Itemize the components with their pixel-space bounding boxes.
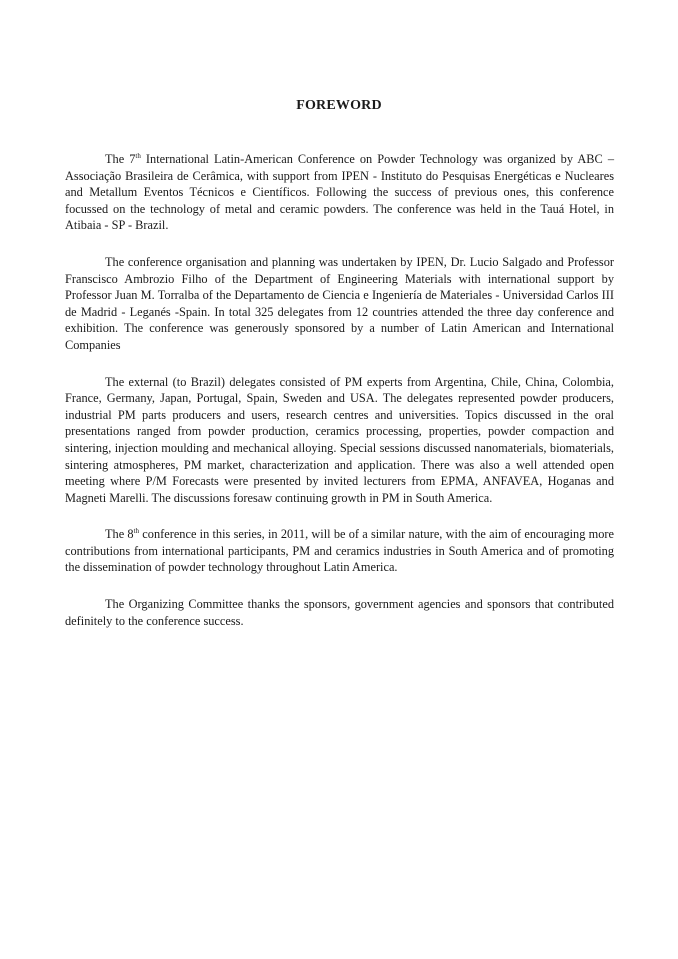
paragraph-4: [65, 526, 614, 576]
paragraph-text: The conference organisation and planning was undertaken by IPEN, Dr. Lucio Salgado and Professor Franscisco Ambrozio Filho of the Department of Engineering Materials with international support by Professor Juan M. Torralba of the Departamento de Ciencia e Ingeniería de Materiales - Universidad Carlos III de Madrid - Leganés -Spain. In total 325 delegates from 12 countries attended the three day conference and exhibition. The conference was generously sponsored by a number of Latin American and International Companies: [65, 254, 614, 352]
ordinal-superscript: th: [135, 152, 141, 160]
paragraph-text: The external (to Brazil) delegates consisted of PM experts from Argentina, Chile, China, Colombia, France, Germany, Japan, Portugal, Spain, Sweden and USA. The delegates represented powder producers, industrial PM parts producers and users, research centres and universities. Topics discussed in the oral presentations ranged from powder production, ceramics processing, properties, powder compaction and sintering, injection moulding and mechanical alloying. Special sessions discussed nanomaterials, biomaterials, sintering atmospheres, PM market, characterization and application. There was also a well attended open meeting where P/M Forecasts were presented by invited lecturers from EPMA, ANFAVEA, Hoganas and Magneti Marelli. The discussions foresaw continuing growth in PM in South America.: [65, 374, 614, 505]
paragraph-text: International Latin-American Conference on Powder Technology was organized by ABC – Associação Brasileira de Cerâmica, with support from IPEN - Instituto do Pesquisas Energéticas e Nucleares and Metallum Eventos Técnicos e Científicos. Following the success of previous ones, this conference focussed on the technology of metal and ceramic powders. The conference was held in the Tauá Hotel, in Atibaia - SP - Brazil.: [65, 152, 615, 233]
paragraph-1: [65, 151, 614, 234]
paragraph-3: [65, 374, 614, 507]
foreword-body: [65, 151, 614, 649]
ordinal-superscript: th: [133, 527, 140, 536]
paragraph-text: The Organizing Committee thanks the sponsors, government agencies and sponsors that contributed definitely to the conference success.: [65, 597, 614, 628]
page-title: FOREWORD: [296, 98, 382, 113]
paragraph-2: [65, 254, 614, 354]
paragraph-text: The 7: [105, 152, 136, 166]
paragraph-text: conference in this series, in 2011, will be of a similar nature, with the aim of encouraging more contributions from international participants, PM and ceramics industries in South America and of promoting the dissemination of powder technology throughout Latin America.: [65, 527, 615, 575]
paragraph-text: The 8: [105, 527, 134, 542]
paragraph-5: [65, 596, 614, 629]
